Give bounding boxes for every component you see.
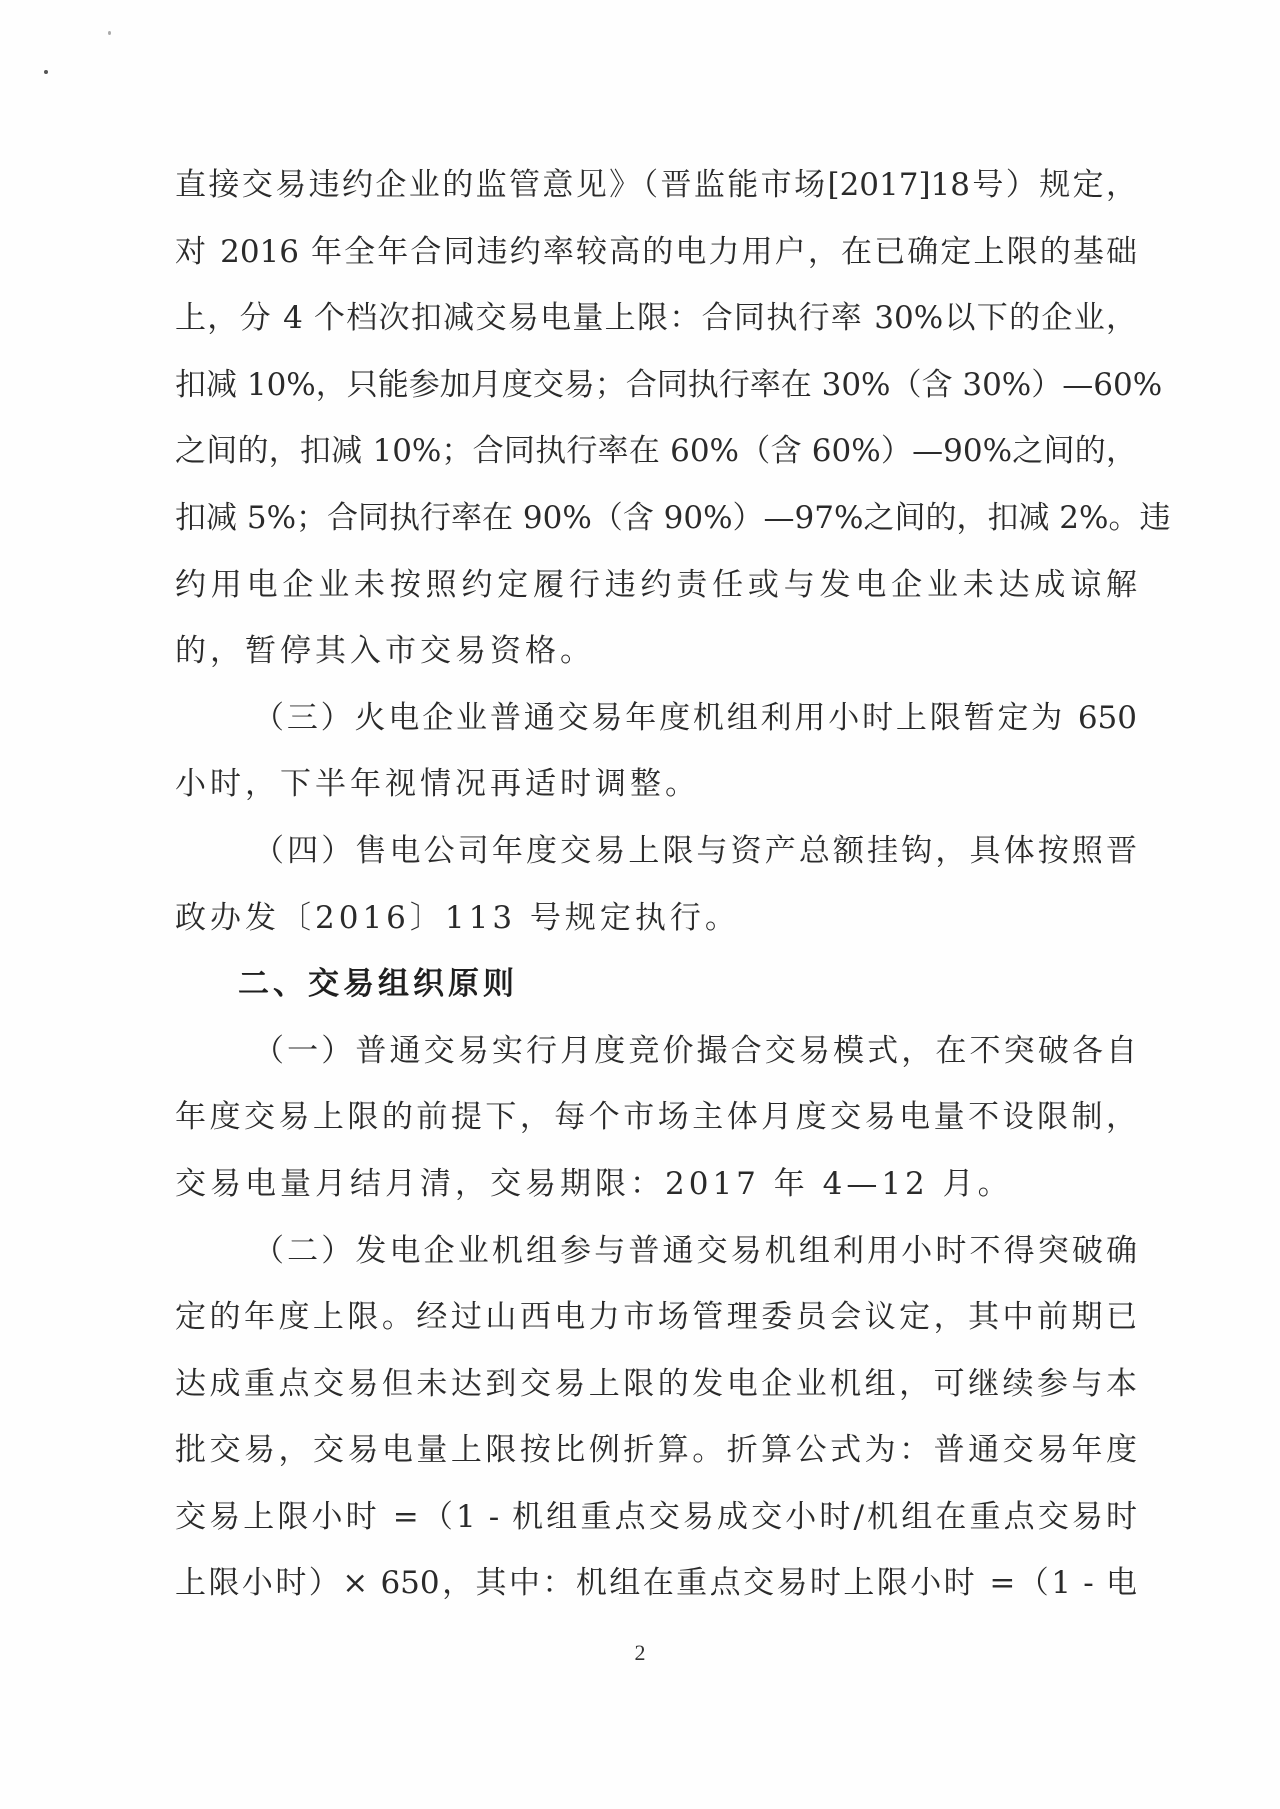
- text-line: 扣减 10%，只能参加月度交易；合同执行率在 30%（含 30%）—60%: [175, 366, 1163, 403]
- paragraph-item-2: （二）发电企业机组参与普通交易机组利用小时不得突破确: [253, 1232, 1137, 1269]
- page-number: 2: [634, 1640, 646, 1665]
- text-line: 之间的，扣减 10%；合同执行率在 60%（含 60%）—90%之间的，: [175, 433, 1137, 470]
- text-line: 小时，下半年视情况再适时调整。: [175, 766, 700, 803]
- text-line: 交易电量月结月清，交易期限：2017 年 4—12 月。: [175, 1165, 1013, 1202]
- text-line: 批交易，交易电量上限按比例折算。折算公式为：普通交易年度: [175, 1432, 1137, 1469]
- document-body: [175, 152, 1171, 1617]
- paragraph-item-3: （三）火电企业普通交易年度机组利用小时上限暂定为 650: [253, 699, 1137, 736]
- text-line: 约用电企业未按照约定履行违约责任或与发电企业未达成谅解: [175, 566, 1137, 603]
- section-heading: 二、交易组织原则: [238, 966, 518, 1003]
- text-line: 年度交易上限的前提下，每个市场主体月度交易电量不设限制，: [175, 1099, 1137, 1136]
- text-line: 定的年度上限。经过山西电力市场管理委员会议定，其中前期已: [175, 1299, 1137, 1336]
- text-line: 交易上限小时 =（1 - 机组重点交易成交小时/机组在重点交易时: [175, 1498, 1137, 1535]
- text-line: 上，分 4 个档次扣减交易电量上限：合同执行率 30%以下的企业，: [175, 300, 1137, 337]
- text-line: 政办发〔2016〕113 号规定执行。: [175, 899, 740, 936]
- scan-speck: [108, 31, 111, 35]
- scan-speck: [44, 70, 48, 74]
- text-line: 直接交易违约企业的监管意见》（晋监能市场[2017]18号）规定，: [175, 167, 1137, 203]
- text-line: 对 2016 年全年合同违约率较高的电力用户，在已确定上限的基础: [175, 233, 1137, 270]
- text-line: 上限小时）× 650，其中：机组在重点交易时上限小时 =（1 - 电: [175, 1565, 1137, 1602]
- text-line: 扣减 5%；合同执行率在 90%（含 90%）—97%之间的，扣减 2%。违: [175, 499, 1171, 536]
- paragraph-item-1: （一）普通交易实行月度竞价撮合交易模式，在不突破各自: [253, 1032, 1137, 1069]
- paragraph-item-4: （四）售电公司年度交易上限与资产总额挂钩，具体按照晋: [253, 832, 1137, 869]
- text-line: 的，暂停其入市交易资格。: [175, 633, 595, 670]
- text-line: 达成重点交易但未达到交易上限的发电企业机组，可继续参与本: [175, 1365, 1137, 1402]
